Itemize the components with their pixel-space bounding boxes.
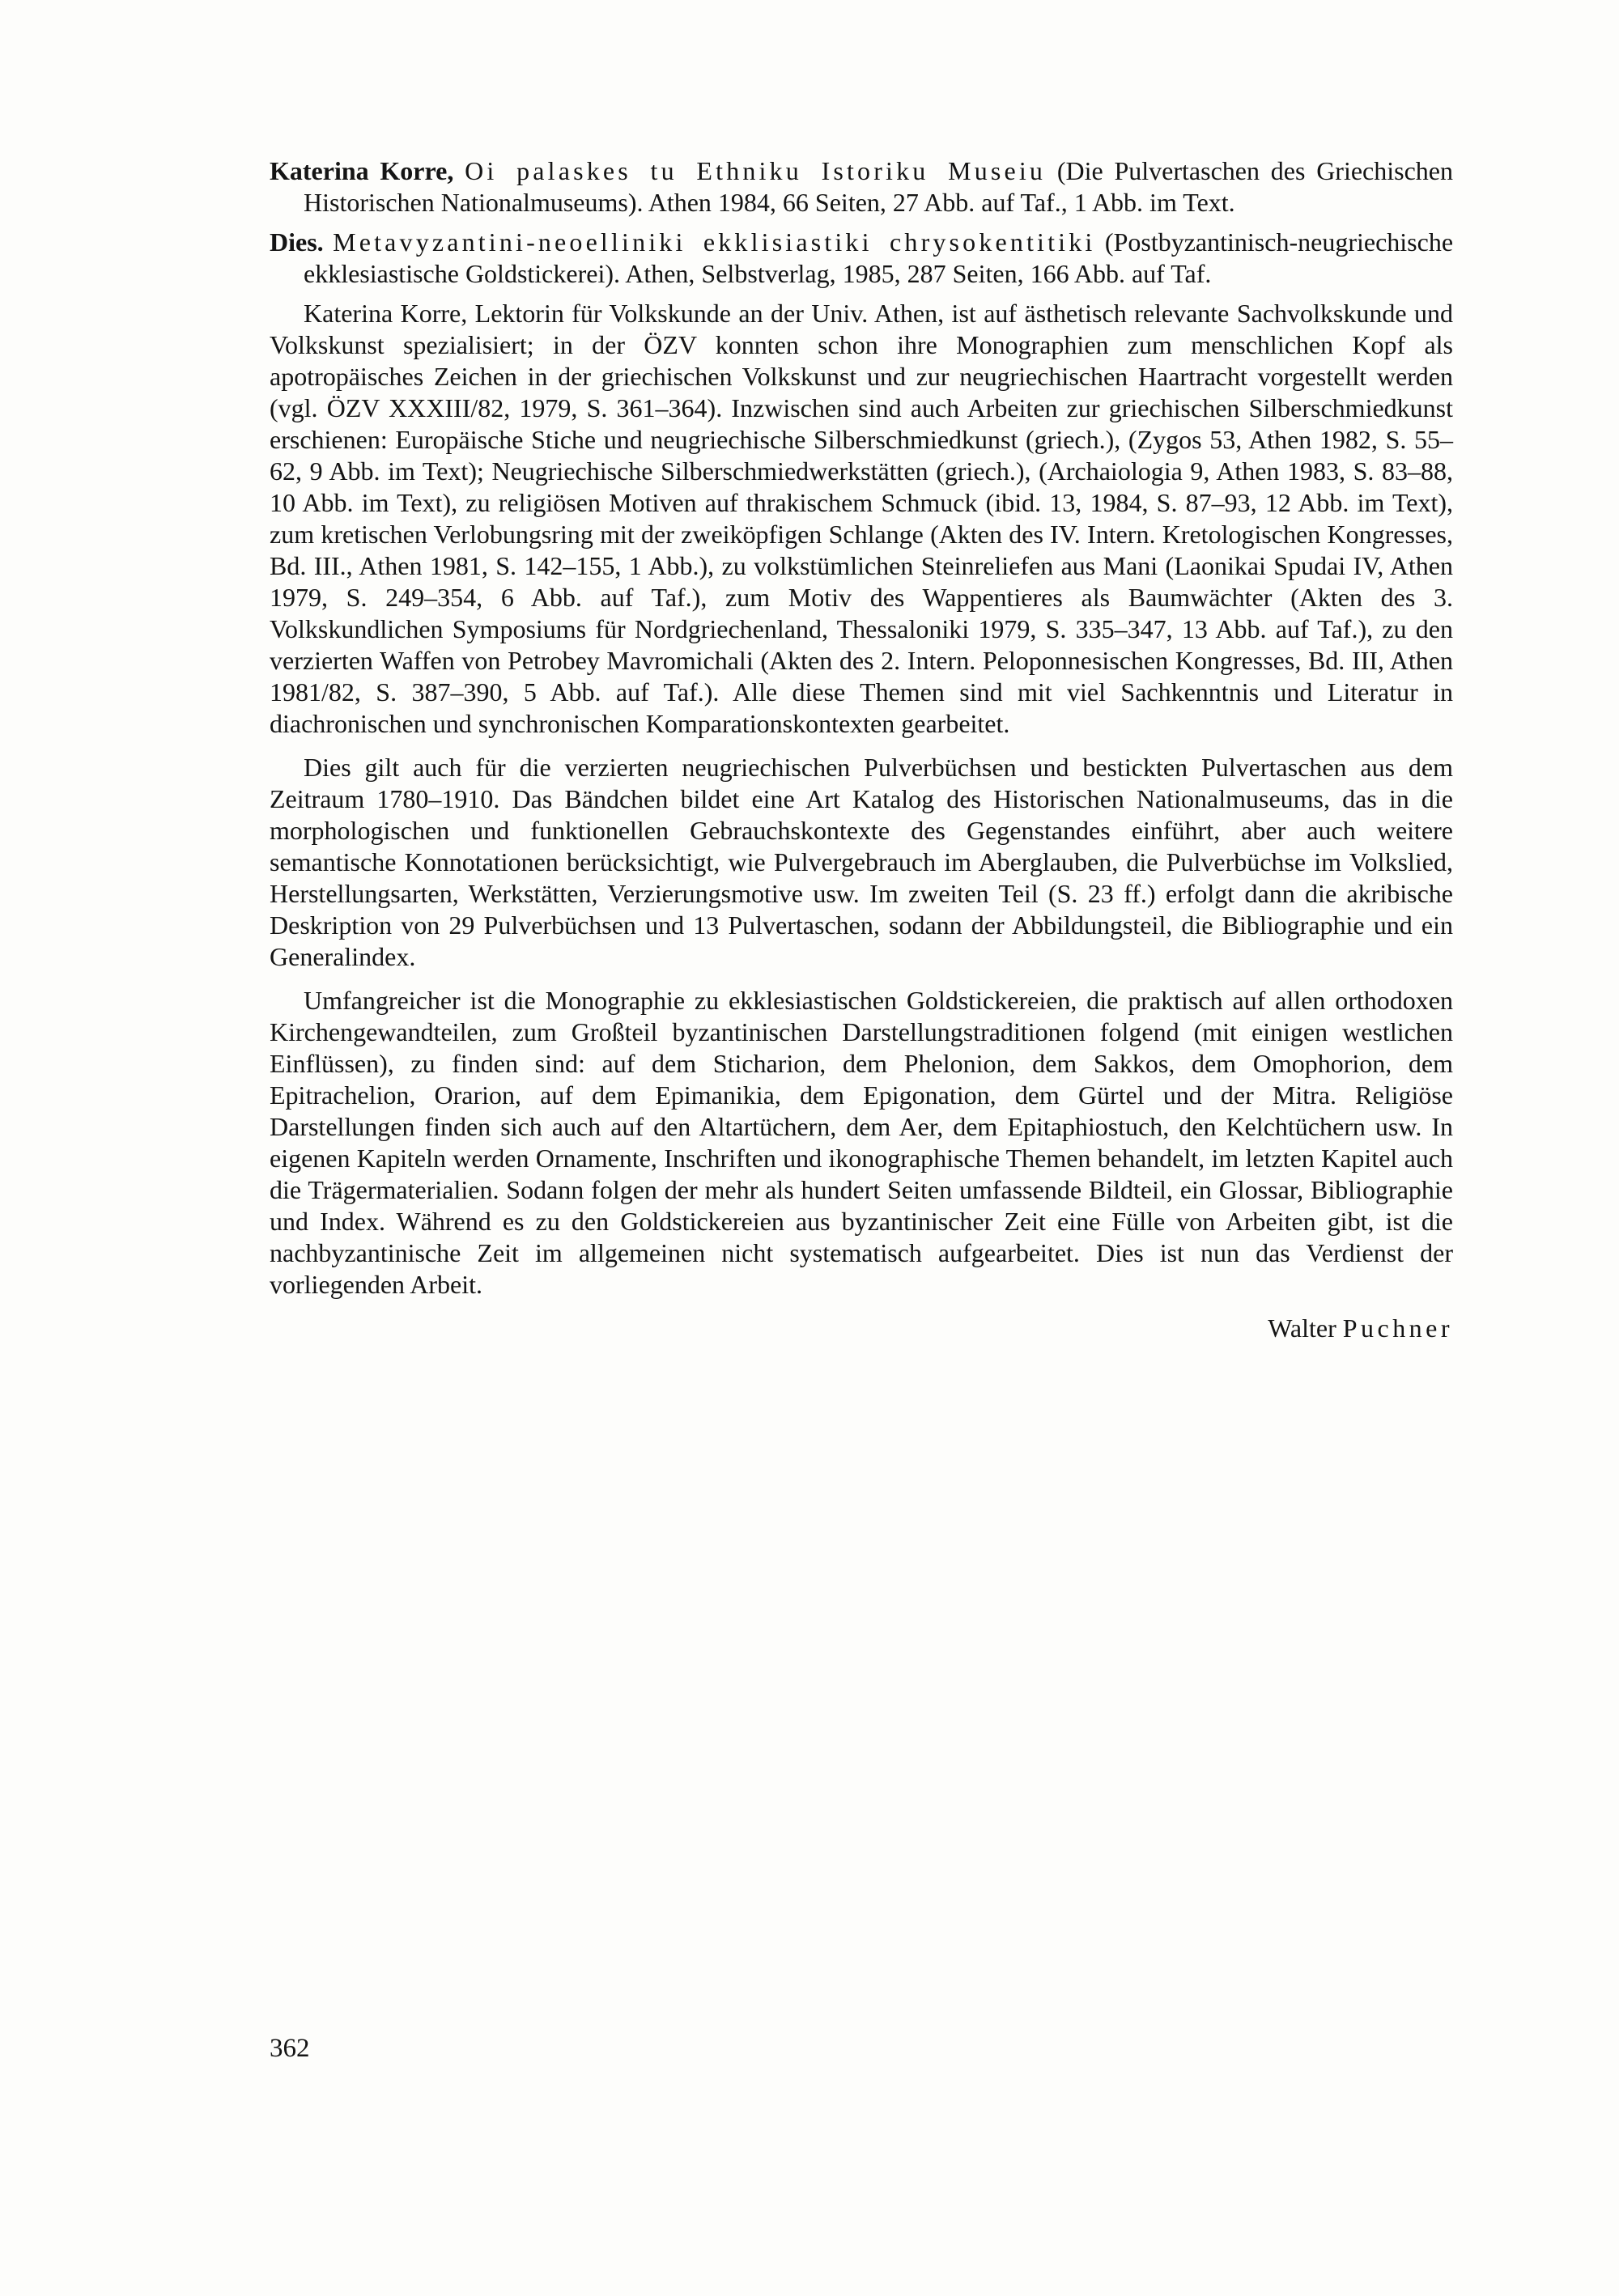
entry-details: (Postbyzantinisch-neugriechische ekklesiastische Goldstickerei). Athen, Selbstverlag, 1985, 287 Seiten, 166 Abb. auf Taf. xyxy=(304,227,1454,288)
entry-title: Oi palaskes tu Ethniku Istoriku Museiu xyxy=(465,156,1047,185)
page-number: 362 xyxy=(270,2034,310,2063)
entry-author: Dies. xyxy=(270,227,324,257)
bibliography-entry xyxy=(270,227,1453,290)
entry-title: Metavyzantini-neoelliniki ekklisiastiki chrysokentitiki xyxy=(333,227,1096,257)
reviewer-signature xyxy=(270,1313,1453,1344)
bibliography-entry xyxy=(270,155,1453,219)
reviewer-first-name: Walter xyxy=(1268,1314,1336,1343)
review-paragraph: Umfangreicher ist die Monographie zu ekklesiastischen Goldstickereien, die praktisch auf allen orthodoxen Kirchengewandteilen, zum Großteil byzantinischen Darstellungstraditionen folgend (mit einigen westlichen Einflüssen), zu finden sind: auf dem Sticharion, dem Phelonion, dem Sakkos, dem Omophorion, dem Epitrachelion, Orarion, auf dem Epimanikia, dem Epigonation, dem Gürtel und der Mitra. Religiöse Darstellungen finden sich auch auf den Altartüchern, dem Aer, dem Epitaphiostuch, den Kelchtüchern usw. In eigenen Kapiteln werden Ornamente, Inschriften und ikonographische Themen behandelt, im letzten Kapitel auch die Trägermaterialien. Sodann folgen der mehr als hundert Seiten umfassende Bildteil, ein Glossar, Bibliographie und Index. Während es zu den Goldstickereien aus byzantinischer Zeit eine Fülle von Arbeiten gibt, ist die nachbyzantinische Zeit im allgemeinen nicht systematisch aufgearbeitet. Dies ist nun das Verdienst der vorliegenden Arbeit. xyxy=(270,986,1453,1299)
reviewer-last-name: Puchner xyxy=(1342,1314,1453,1343)
review-paragraph: Katerina Korre, Lektorin für Volkskunde an der Univ. Athen, ist auf ästhetisch relevante Sachvolkskunde und Volkskunst spezialisiert; in der ÖZV konnten schon ihre Monographien zum menschlichen Kopf als apotropäisches Zeichen in der griechischen Volkskunst und zur neugriechischen Haartracht vorgestellt werden (vgl. ÖZV XXXIII/82, 1979, S. 361–364). Inzwischen sind auch Arbeiten zur griechischen Silberschmiedkunst erschienen: Europäische Stiche und neugriechische Silberschmiedkunst (griech.), (Zygos 53, Athen 1982, S. 55–62, 9 Abb. im Text); Neugriechische Silberschmiedwerkstätten (griech.), (Archaiologia 9, Athen 1983, S. 83–88, 10 Abb. im Text), zu religiösen Motiven auf thrakischem Schmuck (ibid. 13, 1984, S. 87–93, 12 Abb. im Text), zum kretischen Verlobungsring mit der zweiköpfigen Schlange (Akten des IV. Intern. Kretologischen Kongresses, Bd. III., Athen 1981, S. 142–155, 1 Abb.), zu volkstümlichen Steinreliefen aus Mani (Laonikai Spudai IV, Athen 1979, S. 249–354, 6 Abb. auf Taf.), zum Motiv des Wappentieres als Baumwächter (Akten des 3. Volkskundlichen Symposiums für Nordgriechenland, Thessaloniki 1979, S. 335–347, 13 Abb. auf Taf.), zu den verzierten Waffen von Petrobey Mavromichali (Akten des 2. Intern. Peloponnesischen Kongresses, Bd. III, Athen 1981/82, S. 387–390, 5 Abb. auf Taf.). Alle diese Themen sind mit viel Sachkenntnis und Literatur in diachronischen und synchronischen Komparationskontexten gearbeitet. xyxy=(270,299,1453,738)
entry-author: Katerina Korre, xyxy=(270,156,454,185)
review-paragraph: Dies gilt auch für die verzierten neugriechischen Pulverbüchsen und bestickten Pulvertaschen aus dem Zeitraum 1780–1910. Das Bändchen bildet eine Art Katalog des Historischen Nationalmuseums, das in die morphologischen und funktionellen Gebrauchskontexte des Gegenstandes einführt, aber auch weitere semantische Konnotationen berücksichtigt, wie Pulvergebrauch im Aberglauben, die Pulverbüchse im Volkslied, Herstellungsarten, Werkstätten, Verzierungsmotive usw. Im zweiten Teil (S. 23 ff.) erfolgt dann die akribische Deskription von 29 Pulverbüchsen und 13 Pulvertaschen, sodann der Abbildungsteil, die Bibliographie und ein Generalindex. xyxy=(270,753,1453,971)
entry-details: (Die Pulvertaschen des Griechischen Historischen Nationalmuseums). Athen 1984, 66 Seiten, 27 Abb. auf Taf., 1 Abb. im Text. xyxy=(304,156,1454,217)
text-block xyxy=(270,155,1453,1344)
